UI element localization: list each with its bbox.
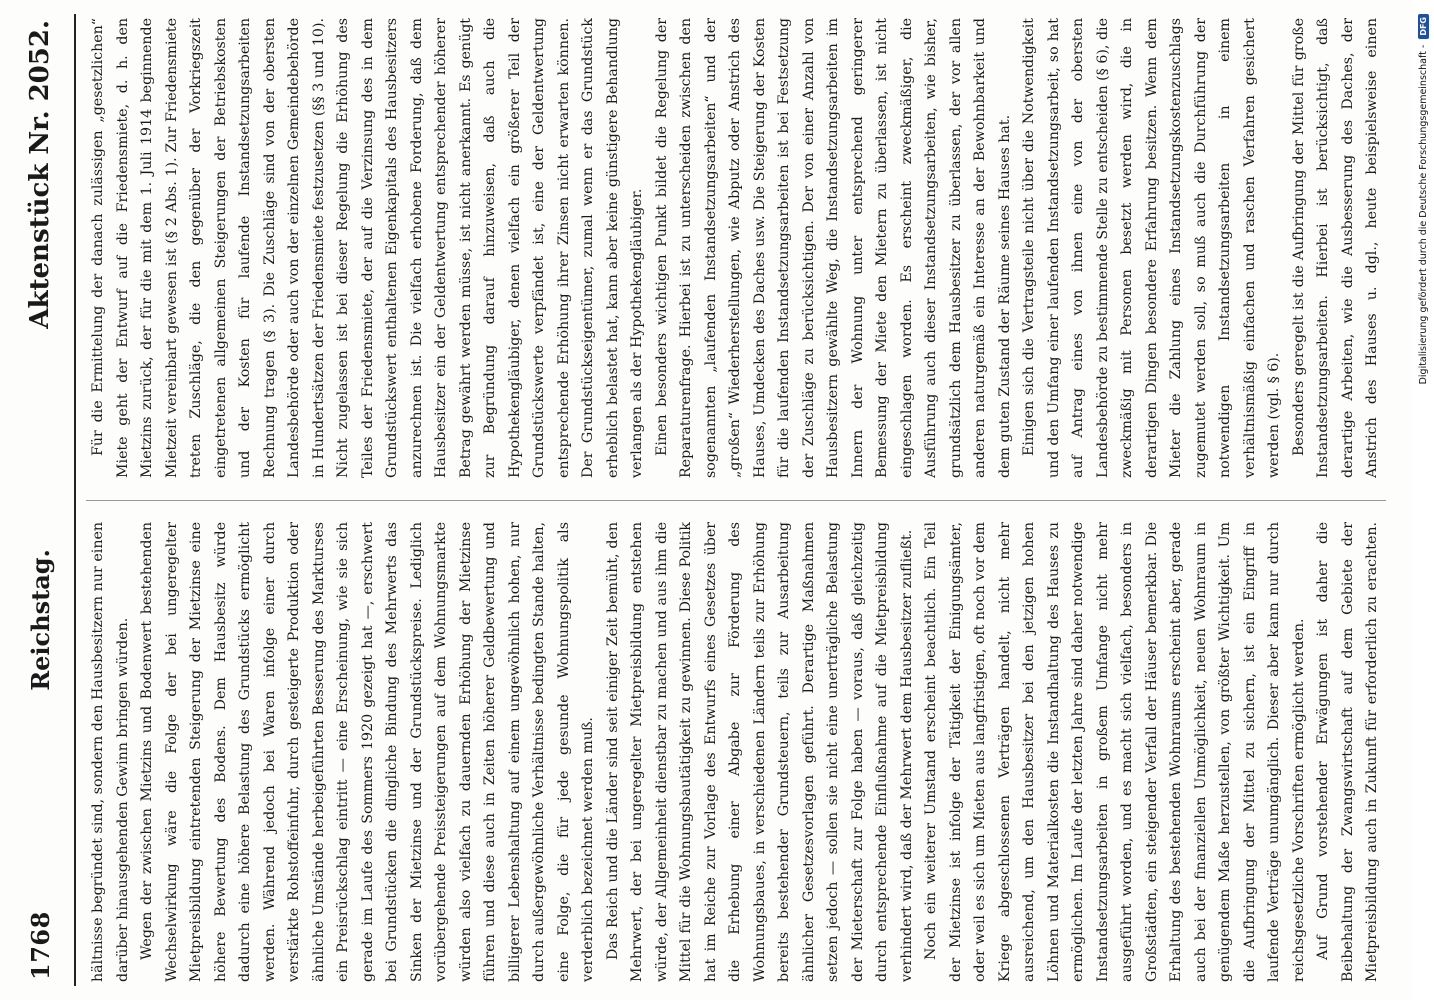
right-paragraph-1: Für die Ermittelung der danach zulässigen „gesetzlichen“ Miete geht der Entwurf auf die Friedensmiete, d. h. den Mietzins zurück, der für die mit dem 1. Juli 1914 beginnende Mietzeit vereinbart gewesen ist (§ 2 Abs. 1). Zur Friedensmiete treten Zuschläge, die den gegenüber der Vorkriegszeit eingetretenen allgemeinen Steigerungen der Betriebskosten und der Kosten für laufende Instandsetzungsarbeiten Rechnung tragen (§ 3). Die Zuschläge sind von der obersten Landesbehörde oder auch von der einzelnen Gemeindebehörde in Hundertsätzen der Friedensmiete festzusetzen (§§ 3 und 10). Nicht zugelassen ist bei dieser Regelung die Erhöhung des Teiles der Friedensmiete, der auf die Verzinsung des in dem Grundstückswert enthaltenen Eigenkapitals des Hausbesitzers anzurechnen ist. Die vielfach erhobene Forderung, daß dem Hausbesitzer ein der Geldentwertung entsprechender höherer Betrag gewährt werden müsse, ist nicht anerkannt. Es genügt zur Begründung darauf hinzuweisen, daß auch die Hypothekengläubiger, denen vielfach ein größerer Teil der Grundstückswerte verpfändet ist, eine der Geldentwertung entsprechende Erhöhung ihrer Zinsen nicht erwarten können. Der Grundstückseigentümer, zumal wenn er das Grundstück erheblich belastet hat, kann aber keine günstigere Behandlung verlangen als der Hypothekengläubiger.: [90, 18, 645, 478]
dfg-logo: DFG: [1418, 14, 1429, 39]
digitization-credit-strip: [1412, 0, 1434, 1000]
credit-text: Digitalisierung gefördert durch die Deutsche Forschungsgemeinschaft -: [1417, 44, 1429, 385]
page-header: [6, 14, 76, 986]
left-paragraph-5: Auf Grund vorstehender Erwägungen ist daher die Beibehaltung der Zwangswirtschaft auf dem Gebiete der Mietpreisbildung auch in Zukunft für erforderlich zu erachten.: [1315, 522, 1380, 982]
page-number: 1768: [25, 911, 55, 980]
left-paragraph-3: Das Reich und die Länder sind seit einiger Zeit bemüht, den Mehrwert, der bei ungeregelter Mietpreisbildung entstehen würde, der Allgemeinheit dienstbar zu machen und aus ihm die Mittel für die Wohnungsbautätigkeit zu gewinnen. Diese Politik hat im Reiche zur Vorlage des Entwurfs eines Gesetzes über die Erhebung einer Abgabe zur Förderung des Wohnungsbaues, in verschiedenen Ländern teils zur Erhöhung bereits bestehender Grundsteuern, teils zur Ausarbeitung ähnlicher Gesetzesvorlagen geführt. Derartige Maßnahmen setzen jedoch — sollen sie nicht eine unerträgliche Belastung der Mieterschaft zur Folge haben — voraus, daß gleichzeitig durch entsprechende Einflußnahme auf die Mietpreisbildung verhindert wird, daß der Mehrwert dem Hausbesitzer zufließt.: [604, 522, 915, 982]
left-paragraph-2: Wegen der zwischen Mietzins und Bodenwert bestehenden Wechselwirkung wäre die Folge der bei ungeregelter Mietpreisbildung eintretenden Steigerung der Mietzinse eine höhere Bewertung des Bodens. Dem Hausbesitz würde dadurch eine höhere Belastung des Grundstücks ermöglicht werden. Während jedoch bei Waren infolge einer durch verstärkte Rohstoffeinfuhr, durch gesteigerte Produktion oder ähnliche Umstände herbeigeführten Besserung des Markturses ein Preisrückschlag eintritt — eine Erscheinung, wie sie sich gerade im Laufe des Sommers 1920 gezeigt hat —, erschwert bei Grundstücken die dingliche Bindung des Mehrwerts das Sinken der Mietzinse und der Grundstückspreise. Lediglich vorübergehende Preissteigerungen auf dem Wohnungsmarkte würden also vielfach zu dauernden Erhöhung der Mietzinse führen und diese auch in Zeiten höherer Geldbewertung und billigerer Lebenshaltung auf einem ungewöhnlich hohen, nur durch außergewöhnliche Verhältnisse bedingten Stande halten, eine Folge, die für jede gesunde Wohnungspolitik als verderblich bezeichnet werden muß.: [139, 522, 596, 982]
running-head: Reichstag.: [25, 549, 55, 691]
right-paragraph-4: Besonders geregelt ist die Aufbringung der Mittel für große Instandsetzungsarbeiten. Hierbei ist berücksichtigt, daß derartige Arbeiten, wie die Ausbesserung des Daches, der Anstrich des Hauses u. dgl., heute beispielsweise einen: [1290, 18, 1380, 478]
left-text-column: [86, 522, 1386, 982]
right-paragraph-3: Einigen sich die Vertragsteile nicht über die Notwendigkeit und den Umfang einer laufenden Instandsetzungsarbeit, so hat auf Antrag eines von ihnen eine von der obersten Landesbehörde zu bestimmende Stelle zu entscheiden (§ 6), die zweckmäßig mit Personen besetzt werden wird, die in derartigen Dingen besondere Erfahrung besitzen. Wenn dem Mieter die Zahlung eines Instandsetzungskostenzuschlags zugemutet werden soll, so muß auch die Durchführung der notwendigen Instandsetzungsarbeiten in einem verhältnismäßig einfachen und raschen Verfahren gesichert werden (vgl. § 6).: [1021, 18, 1282, 478]
digitization-credit: [1412, 0, 1434, 1000]
column-divider: [86, 500, 1386, 501]
left-paragraph-1: hältnisse begründet sind, sondern den Hausbesitzern nur einen darüber hinausgehenden Gewinn bringen würden.: [90, 522, 131, 982]
right-text-column: [86, 18, 1386, 478]
left-paragraph-4: Noch ein weiterer Umstand erscheint beachtlich. Ein Teil der Mietzinse ist infolge der Tätigkeit der Einigungsämter, oder weil es sich um Mieten aus langfristigen, oft noch vor dem Kriege abgeschlossenen Verträgen handelt, nicht mehr ausreichend, um den Hausbesitzer bei den jetzigen hohen Löhnen und Materialkosten die Instandhaltung des Hauses zu ermöglichen. Im Laufe der letzten Jahre sind daher notwendige Instandsetzungsarbeiten in großem Umfange nicht mehr ausgeführt worden, und es macht sich vielfach, besonders in Großstädten, ein steigender Verfall der Häuser bemerkbar. Die Erhaltung des bestehenden Wohnraums erscheint aber, gerade auch bei der finanziellen Unmöglichkeit, neuen Wohnraum in genügendem Maße herzustellen, von größter Wichtigkeit. Um die Aufbringung der Mittel zu sichern, ist ein Eingriff in laufende Verträge unumgänglich. Dieser aber kann nur durch reichsgesetzliche Vorschriften ermöglicht werden.: [923, 522, 1307, 982]
right-paragraph-2: Einen besonders wichtigen Punkt bildet die Regelung der Reparaturenfrage. Hierbei ist zu unterscheiden zwischen den sogenannten „laufenden Instandsetzungsarbeiten“ und der „großen“ Wiederherstellungen, wie Abputz oder Anstrich des Hauses, Umdecken des Daches usw. Die Steigerung der Kosten für die laufenden Instandsetzungsarbeiten ist bei Festsetzung der Zuschläge zu berücksichtigen. Der von einer Anzahl von Hausbesitzern gewählte Weg, die Instandsetzungsarbeiten im Innern der Wohnung unter entsprechend geringerer Bemessung der Miete den Mietern zu überlassen, ist nicht eingeschlagen worden. Es erscheint zweckmäßiger, die Ausführung auch dieser Instandsetzungsarbeiten, wie bisher, grundsätzlich dem Hausbesitzer zu überlassen, der vor allen anderen naturgemäß ein Interesse an der Bewohnbarkeit und dem guten Zustand der Räume seines Hauses hat.: [653, 18, 1013, 478]
document-number: Aktenstück Nr. 2052.: [25, 20, 55, 329]
